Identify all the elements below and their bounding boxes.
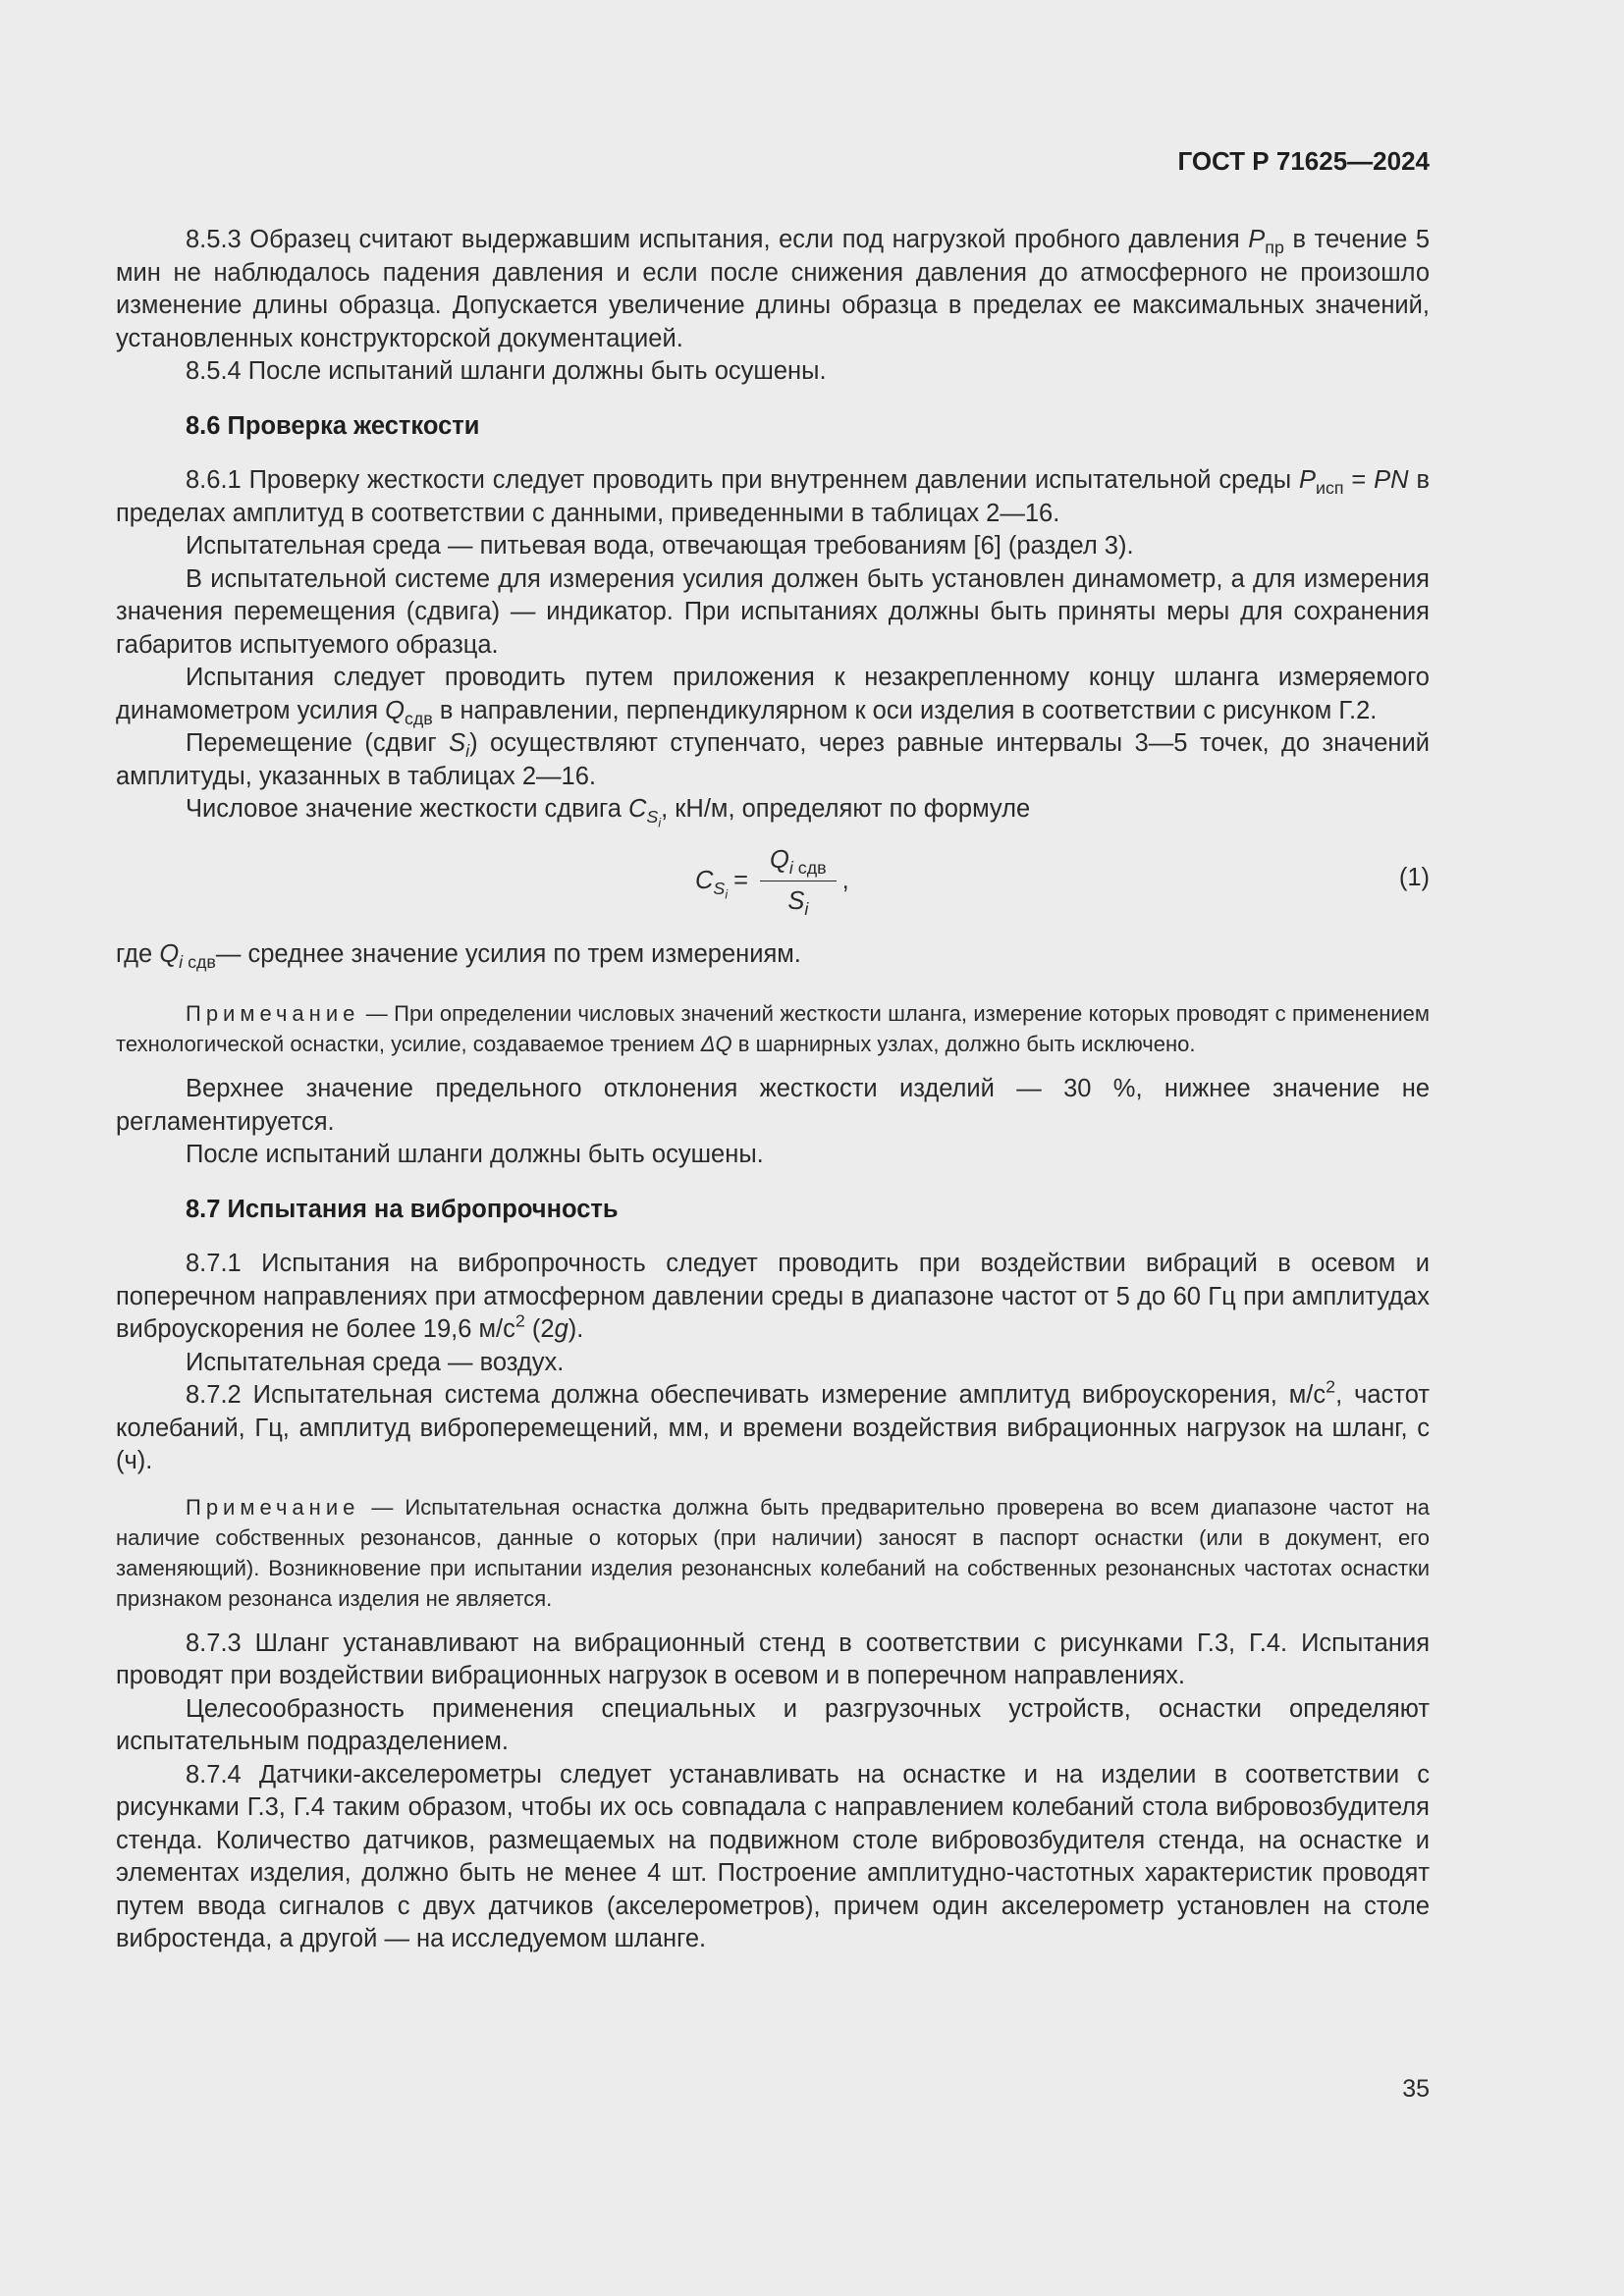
- note-label: Примечание: [186, 1494, 360, 1520]
- formula-expression: [695, 832, 849, 931]
- paragraph-8-7-3: 8.7.3 Шланг устанавливают на вибрационный стенд в соответствии с рисунками Г.3, Г.4. Испытания проводят при воздействии вибрационных нагрузок в осевом и в поперечном направлениях.: [116, 1629, 1430, 1689]
- paragraph-shift: [116, 727, 1430, 793]
- text: — При определении числовых значений жесткости шланга, измерение которых проводят с применением технологической оснастки, усилие, создаваемое трением: [116, 1001, 1430, 1056]
- note-2: [116, 1492, 1430, 1614]
- section-heading-8-6: 8.6 Проверка жесткости: [186, 411, 480, 440]
- text: в течение 5 мин не наблюдалось падения давления и если после снижения давления до атмосферного не произошло изменение длины образца. Допускается увеличение длины образца в пределах ее максимальных значений, установленных конструкторской документацией.: [116, 226, 1431, 352]
- formula-1: [116, 832, 1430, 938]
- subscript-s: S: [713, 878, 726, 898]
- symbol-c: C: [695, 866, 714, 894]
- symbol-p: P: [1248, 226, 1266, 253]
- text: где: [116, 939, 160, 968]
- subscript-i: i: [804, 899, 809, 920]
- text: Перемещение (сдвиг: [186, 729, 450, 757]
- note-1: [116, 998, 1430, 1059]
- text: в пределах амплитуд в соответствии с данными, приведенными в таблицах 2—16.: [116, 466, 1430, 527]
- paragraph-test-medium: Испытательная среда — питьевая вода, отвечающая требованиям [6] (раздел 3).: [186, 532, 1134, 560]
- paragraph-8-6-1: [116, 464, 1430, 530]
- symbol-c: C: [627, 795, 647, 823]
- numerator: [760, 844, 837, 882]
- paragraph-8-7-2: [116, 1376, 1430, 1478]
- paragraph-force-application: [116, 662, 1430, 727]
- text: 8.7.2 Испытательная система должна обеспечивать измерение амплитуд виброускорения, м/с: [186, 1381, 1326, 1409]
- equation-number: (1): [1398, 863, 1430, 891]
- text: в шарнирных узлах, должно быть исключено.: [731, 1032, 1196, 1056]
- symbol-delta-q: ΔQ: [700, 1032, 732, 1056]
- text: , частот колебаний, Гц, амплитуд виброперемещений, мм, и времени воздействия вибрационных нагрузок на шланг, с (ч).: [116, 1381, 1430, 1474]
- subscript-i: i: [725, 887, 729, 902]
- paragraph-8-7-4: 8.7.4 Датчики-акселерометры следует устанавливать на оснастке и на изделии в соответствии с рисунками Г.3, Г.4 таким образом, чтобы их ось совпадала с направлением колебаний стола вибровозбудителя стенда. Количество датчиков, размещаемых на подвижном столе вибровозбудителя стенда, на оснастке и элементах изделия, должно быть не менее 4 шт. Построение амплитудно-частотных характеристик проводят путем ввода сигналов с двух датчиков (акселерометров), причем один акселерометр установлен на столе вибростенда, а другой — на исследуемом шланге.: [116, 1760, 1430, 1952]
- subscript-i: i: [788, 857, 793, 878]
- paragraph-8-7-1: [116, 1248, 1430, 1347]
- text: Числовое значение жесткости сдвига: [186, 795, 628, 823]
- paragraph-where: [116, 938, 1430, 972]
- text: в направлении, перпендикулярном к оси изделия в соответствии с рисунком Г.2.: [432, 696, 1378, 724]
- note-label: Примечание: [186, 1001, 360, 1026]
- subscript: пр: [1265, 238, 1284, 258]
- formula-lhs: [695, 865, 729, 902]
- section-heading-8-7: 8.7 Испытания на вибропрочность: [186, 1195, 619, 1223]
- subscript-subscript: [725, 887, 728, 901]
- denominator: [787, 881, 808, 919]
- text: 8.6.1 Проверку жесткости следует проводить при внутреннем давлении испытательной среды: [186, 466, 1299, 494]
- symbol-p: P: [1298, 466, 1316, 494]
- paragraph-stiffness-value: [116, 793, 1430, 830]
- subscript: [713, 878, 729, 902]
- symbol-q: Q: [159, 939, 180, 968]
- paragraph-8-5-4: 8.5.4 После испытаний шланги должны быть осушены.: [186, 357, 827, 385]
- text: — среднее значение усилия по трем измерениям.: [215, 939, 801, 968]
- subscript: [179, 952, 216, 972]
- superscript: 2: [514, 1310, 525, 1331]
- text: — Испытательная оснастка должна быть предварительно проверена во всем диапазоне частот на наличие собственных резонансов, данные о которых (при наличии) заносят в паспорт оснастки (или в документ, его заменяющий). Возникновение при испытании изделия резонансных колебаний на собственных резонансных частотах оснастки признаком резонанса изделия не является.: [116, 1494, 1430, 1611]
- page-number: 35: [1402, 2075, 1430, 2103]
- symbol-q: Q: [385, 696, 405, 724]
- paragraph-test-medium-air: Испытательная среда — воздух.: [186, 1348, 565, 1376]
- paragraph-dry-after-test: После испытаний шланги должны быть осушены.: [186, 1141, 764, 1168]
- text: ) осуществляют ступенчато, через равные интервалы 3—5 точек, до значений амплитуды, указанных в таблицах 2—16.: [116, 729, 1430, 790]
- subscript-i: i: [179, 951, 184, 972]
- subscript-i: i: [658, 816, 662, 830]
- text: =: [1343, 466, 1375, 494]
- subscript: [804, 899, 808, 919]
- text: 8.7.1 Испытания на вибропрочность следует проводить при воздействии вибраций в осевом и поперечном направлениях при атмосферном давлении среды в диапазоне частот от 5 до 60 Гц при амплитудах виброускорения не более 19,6 м/с: [116, 1250, 1430, 1343]
- subscript-text: сдв: [183, 951, 216, 972]
- paragraph-8-5-3: [116, 224, 1430, 355]
- subscript: исп: [1315, 478, 1344, 499]
- paragraph-dynamometer: В испытательной системе для измерения усилия должен быть установлен динамометр, а для измерения значения перемещения (сдвига) — индикатор. При испытаниях должны быть приняты меры для сохранения габаритов испытуемого образца.: [116, 564, 1430, 659]
- subscript: [789, 858, 827, 878]
- subscript-i: i: [465, 741, 470, 762]
- text: 8.5.3 Образец считают выдержавшим испытания, если под нагрузкой пробного давления: [186, 226, 1249, 253]
- symbol-q: Q: [770, 845, 789, 874]
- text: Испытания следует проводить путем приложения к незакрепленному концу шланга измеряемого динамометром усилия: [116, 664, 1430, 724]
- equals-sign: =: [733, 866, 749, 894]
- subscript-s: S: [646, 807, 659, 828]
- symbol-s: S: [787, 887, 805, 915]
- formula-comma: ,: [841, 866, 849, 894]
- symbol-g: g: [554, 1315, 568, 1343]
- text: ).: [568, 1315, 584, 1343]
- superscript: 2: [1326, 1376, 1336, 1397]
- subscript: сдв: [404, 708, 433, 728]
- subscript: [646, 807, 662, 830]
- subscript-text: сдв: [792, 857, 827, 878]
- paragraph-upper-limit: Верхнее значение предельного отклонения жесткости изделий — 30 %, нижнее значение не регламентируется.: [116, 1075, 1430, 1136]
- paragraph-expediency: Целесообразность применения специальных и разгрузочных устройств, оснастки определяют испытательным подразделением.: [116, 1694, 1430, 1755]
- document-body: [116, 224, 1430, 1956]
- text: , кН/м, определяют по формуле: [661, 795, 1031, 823]
- fraction: [760, 844, 837, 919]
- symbol-pn: PN: [1374, 466, 1409, 494]
- document-header: ГОСТ Р 71625—2024: [1177, 146, 1430, 176]
- symbol-s: S: [449, 729, 466, 757]
- text: (2: [524, 1315, 555, 1343]
